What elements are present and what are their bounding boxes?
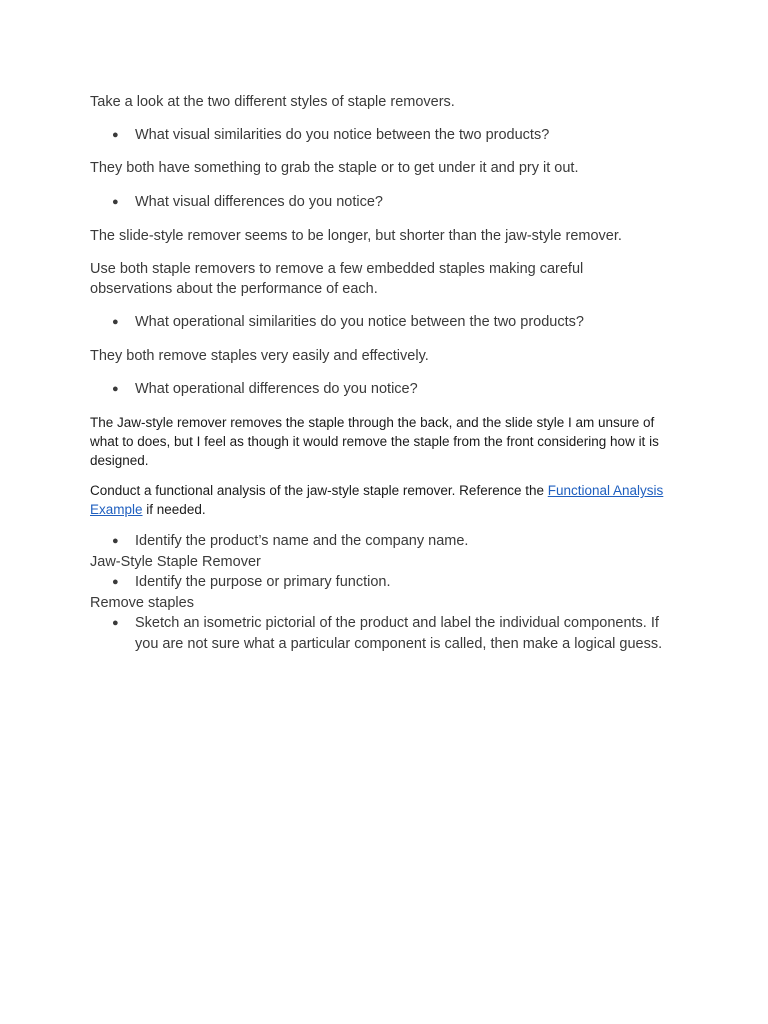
bullet-icon: ●	[112, 196, 119, 208]
task-sketch-pictorial: Sketch an isometric pictorial of the product and label the individual components. If you are not sure what a particular component is called, then make a logical guess.	[135, 615, 663, 652]
answer-purpose: Remove staples	[90, 595, 194, 611]
bullet-icon: ●	[112, 535, 119, 547]
answer-operational-similarities: They both remove staples very easily and effectively.	[90, 348, 429, 364]
analysis-paragraph	[90, 481, 690, 519]
answer-operational-differences: The Jaw-style remover removes the staple through the back, and the slide style I am unsure of what to does, but I feel as though it would remove the staple from the front considering how it is designed.	[90, 415, 659, 468]
question-visual-similarities: What visual similarities do you notice between the two products?	[135, 127, 550, 143]
answer-visual-differences: The slide-style remover seems to be longer, but shorter than the jaw-style remover.	[90, 228, 622, 244]
question-operational-differences: What operational differences do you notice?	[135, 381, 418, 397]
analysis-suffix: if needed.	[142, 502, 206, 517]
answer-product-name: Jaw-Style Staple Remover	[90, 554, 261, 570]
functional-analysis-example-link[interactable]: Functional Analysis Example	[90, 483, 664, 517]
analysis-prefix: Conduct a functional analysis of the jaw-style staple remover. Reference the	[90, 483, 548, 498]
instruction-paragraph: Use both staple removers to remove a few embedded staples making careful observations about the performance of each.	[90, 261, 584, 297]
bullet-icon: ●	[112, 129, 119, 141]
bullet-icon: ●	[112, 316, 119, 328]
answer-visual-similarities: They both have something to grab the staple or to get under it and pry it out.	[90, 160, 579, 176]
task-identify-purpose: Identify the purpose or primary function.	[135, 574, 391, 590]
question-visual-differences: What visual differences do you notice?	[135, 194, 383, 210]
question-operational-similarities: What operational similarities do you notice between the two products?	[135, 314, 584, 330]
intro-paragraph: Take a look at the two different styles of staple removers.	[90, 94, 455, 110]
task-identify-name: Identify the product’s name and the company name.	[135, 533, 469, 549]
bullet-icon: ●	[112, 576, 119, 588]
bullet-icon: ●	[112, 383, 119, 395]
bullet-icon: ●	[112, 617, 119, 629]
